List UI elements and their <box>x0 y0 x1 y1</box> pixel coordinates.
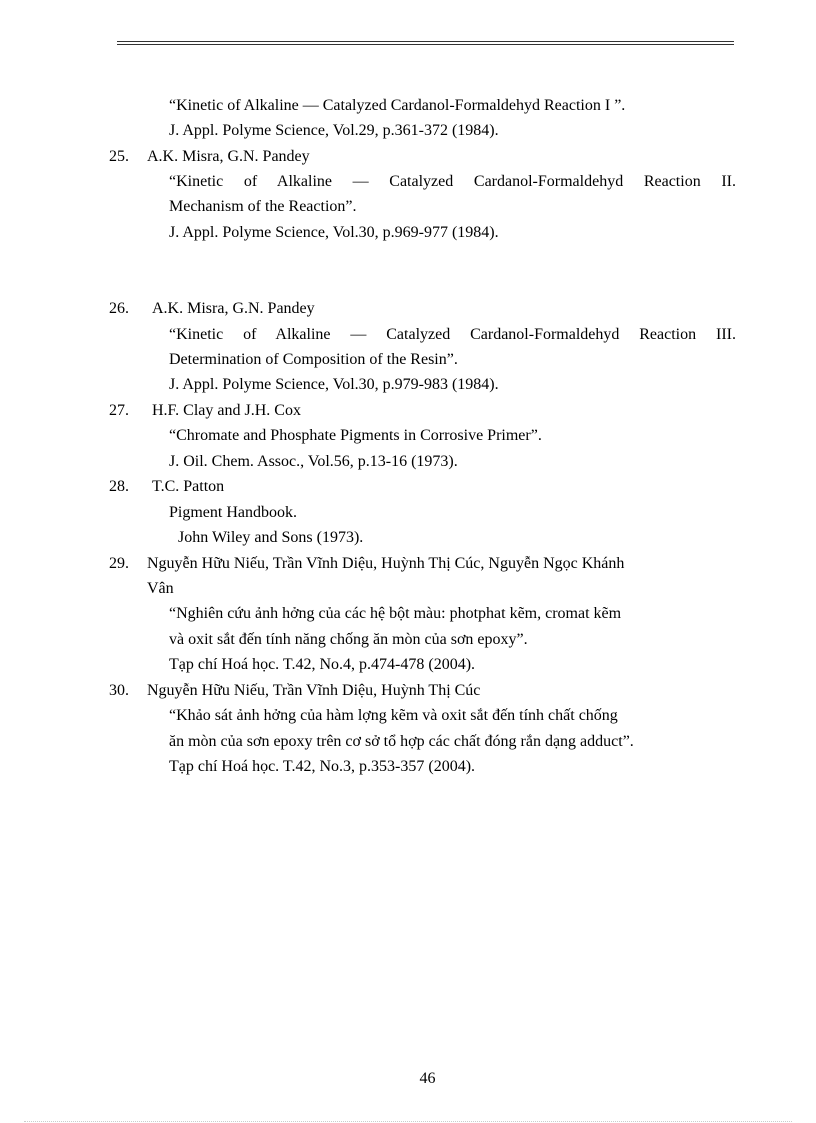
ref-30-authors: Nguyễn Hữu Niếu, Trần Vĩnh Diệu, Huỳnh Thị Cúc <box>147 682 481 699</box>
ref-30-number: 30. <box>109 682 129 699</box>
ref-28-number: 28. <box>109 478 129 495</box>
ref-24-title: “Kinetic of Alkaline — Catalyzed Cardanol-Formaldehyd Reaction I ”. <box>169 97 626 114</box>
ref-29-authors-line2: Vân <box>147 580 174 597</box>
ref-25-title-line2: Mechanism of the Reaction”. <box>169 198 357 215</box>
ref-26-title-line1: “Kinetic of Alkaline — Catalyzed Cardanol-Formaldehyd Reaction III. <box>169 326 736 343</box>
ref-27-authors: H.F. Clay and J.H. Cox <box>152 402 301 419</box>
ref-24-source: J. Appl. Polyme Science, Vol.29, p.361-372 (1984). <box>169 122 499 139</box>
ref-27-number: 27. <box>109 402 129 419</box>
header-rule <box>117 41 734 45</box>
ref-28-authors: T.C. Patton <box>152 478 225 495</box>
ref-26-authors: A.K. Misra, G.N. Pandey <box>152 300 315 317</box>
ref-25-title-line1: “Kinetic of Alkaline — Catalyzed Cardanol-Formaldehyd Reaction II. <box>169 173 736 190</box>
ref-29-number: 29. <box>109 555 129 572</box>
footer-dotted-rule <box>24 1121 792 1122</box>
ref-29-authors-line1: Nguyễn Hữu Niếu, Trần Vĩnh Diệu, Huỳnh Thị Cúc, Nguyễn Ngọc Khánh <box>147 555 625 572</box>
ref-30-title-line2: ăn mòn của sơn epoxy trên cơ sở tổ hợp các chất đóng rắn dạng adduct”. <box>169 733 634 750</box>
page-number: 46 <box>419 1070 436 1087</box>
ref-28-source: John Wiley and Sons (1973). <box>178 529 364 546</box>
ref-29-source: Tạp chí Hoá học. T.42, No.4, p.474-478 (2004). <box>169 656 476 673</box>
ref-26-number: 26. <box>109 300 129 317</box>
ref-28-title: Pigment Handbook. <box>169 504 297 521</box>
ref-29-title-line1: “Nghiên cứu ảnh hởng của các hệ bột màu: photphat kẽm, cromat kẽm <box>169 605 622 622</box>
ref-30-title-line1: “Khảo sát ảnh hởng của hàm lợng kẽm và oxit sắt đến tính chất chống <box>169 707 618 724</box>
ref-30-source: Tạp chí Hoá học. T.42, No.3, p.353-357 (2004). <box>169 758 476 775</box>
ref-25-authors: A.K. Misra, G.N. Pandey <box>147 148 310 165</box>
ref-25-number: 25. <box>109 148 129 165</box>
ref-27-source: J. Oil. Chem. Assoc., Vol.56, p.13-16 (1973). <box>169 453 458 470</box>
ref-27-title: “Chromate and Phosphate Pigments in Corrosive Primer”. <box>169 427 542 444</box>
ref-29-title-line2: và oxit sắt đến tính năng chống ăn mòn của sơn epoxy”. <box>169 631 528 648</box>
ref-25-source: J. Appl. Polyme Science, Vol.30, p.969-977 (1984). <box>169 224 499 241</box>
ref-26-title-line2: Determination of Composition of the Resin”. <box>169 351 458 368</box>
ref-26-source: J. Appl. Polyme Science, Vol.30, p.979-983 (1984). <box>169 376 499 393</box>
